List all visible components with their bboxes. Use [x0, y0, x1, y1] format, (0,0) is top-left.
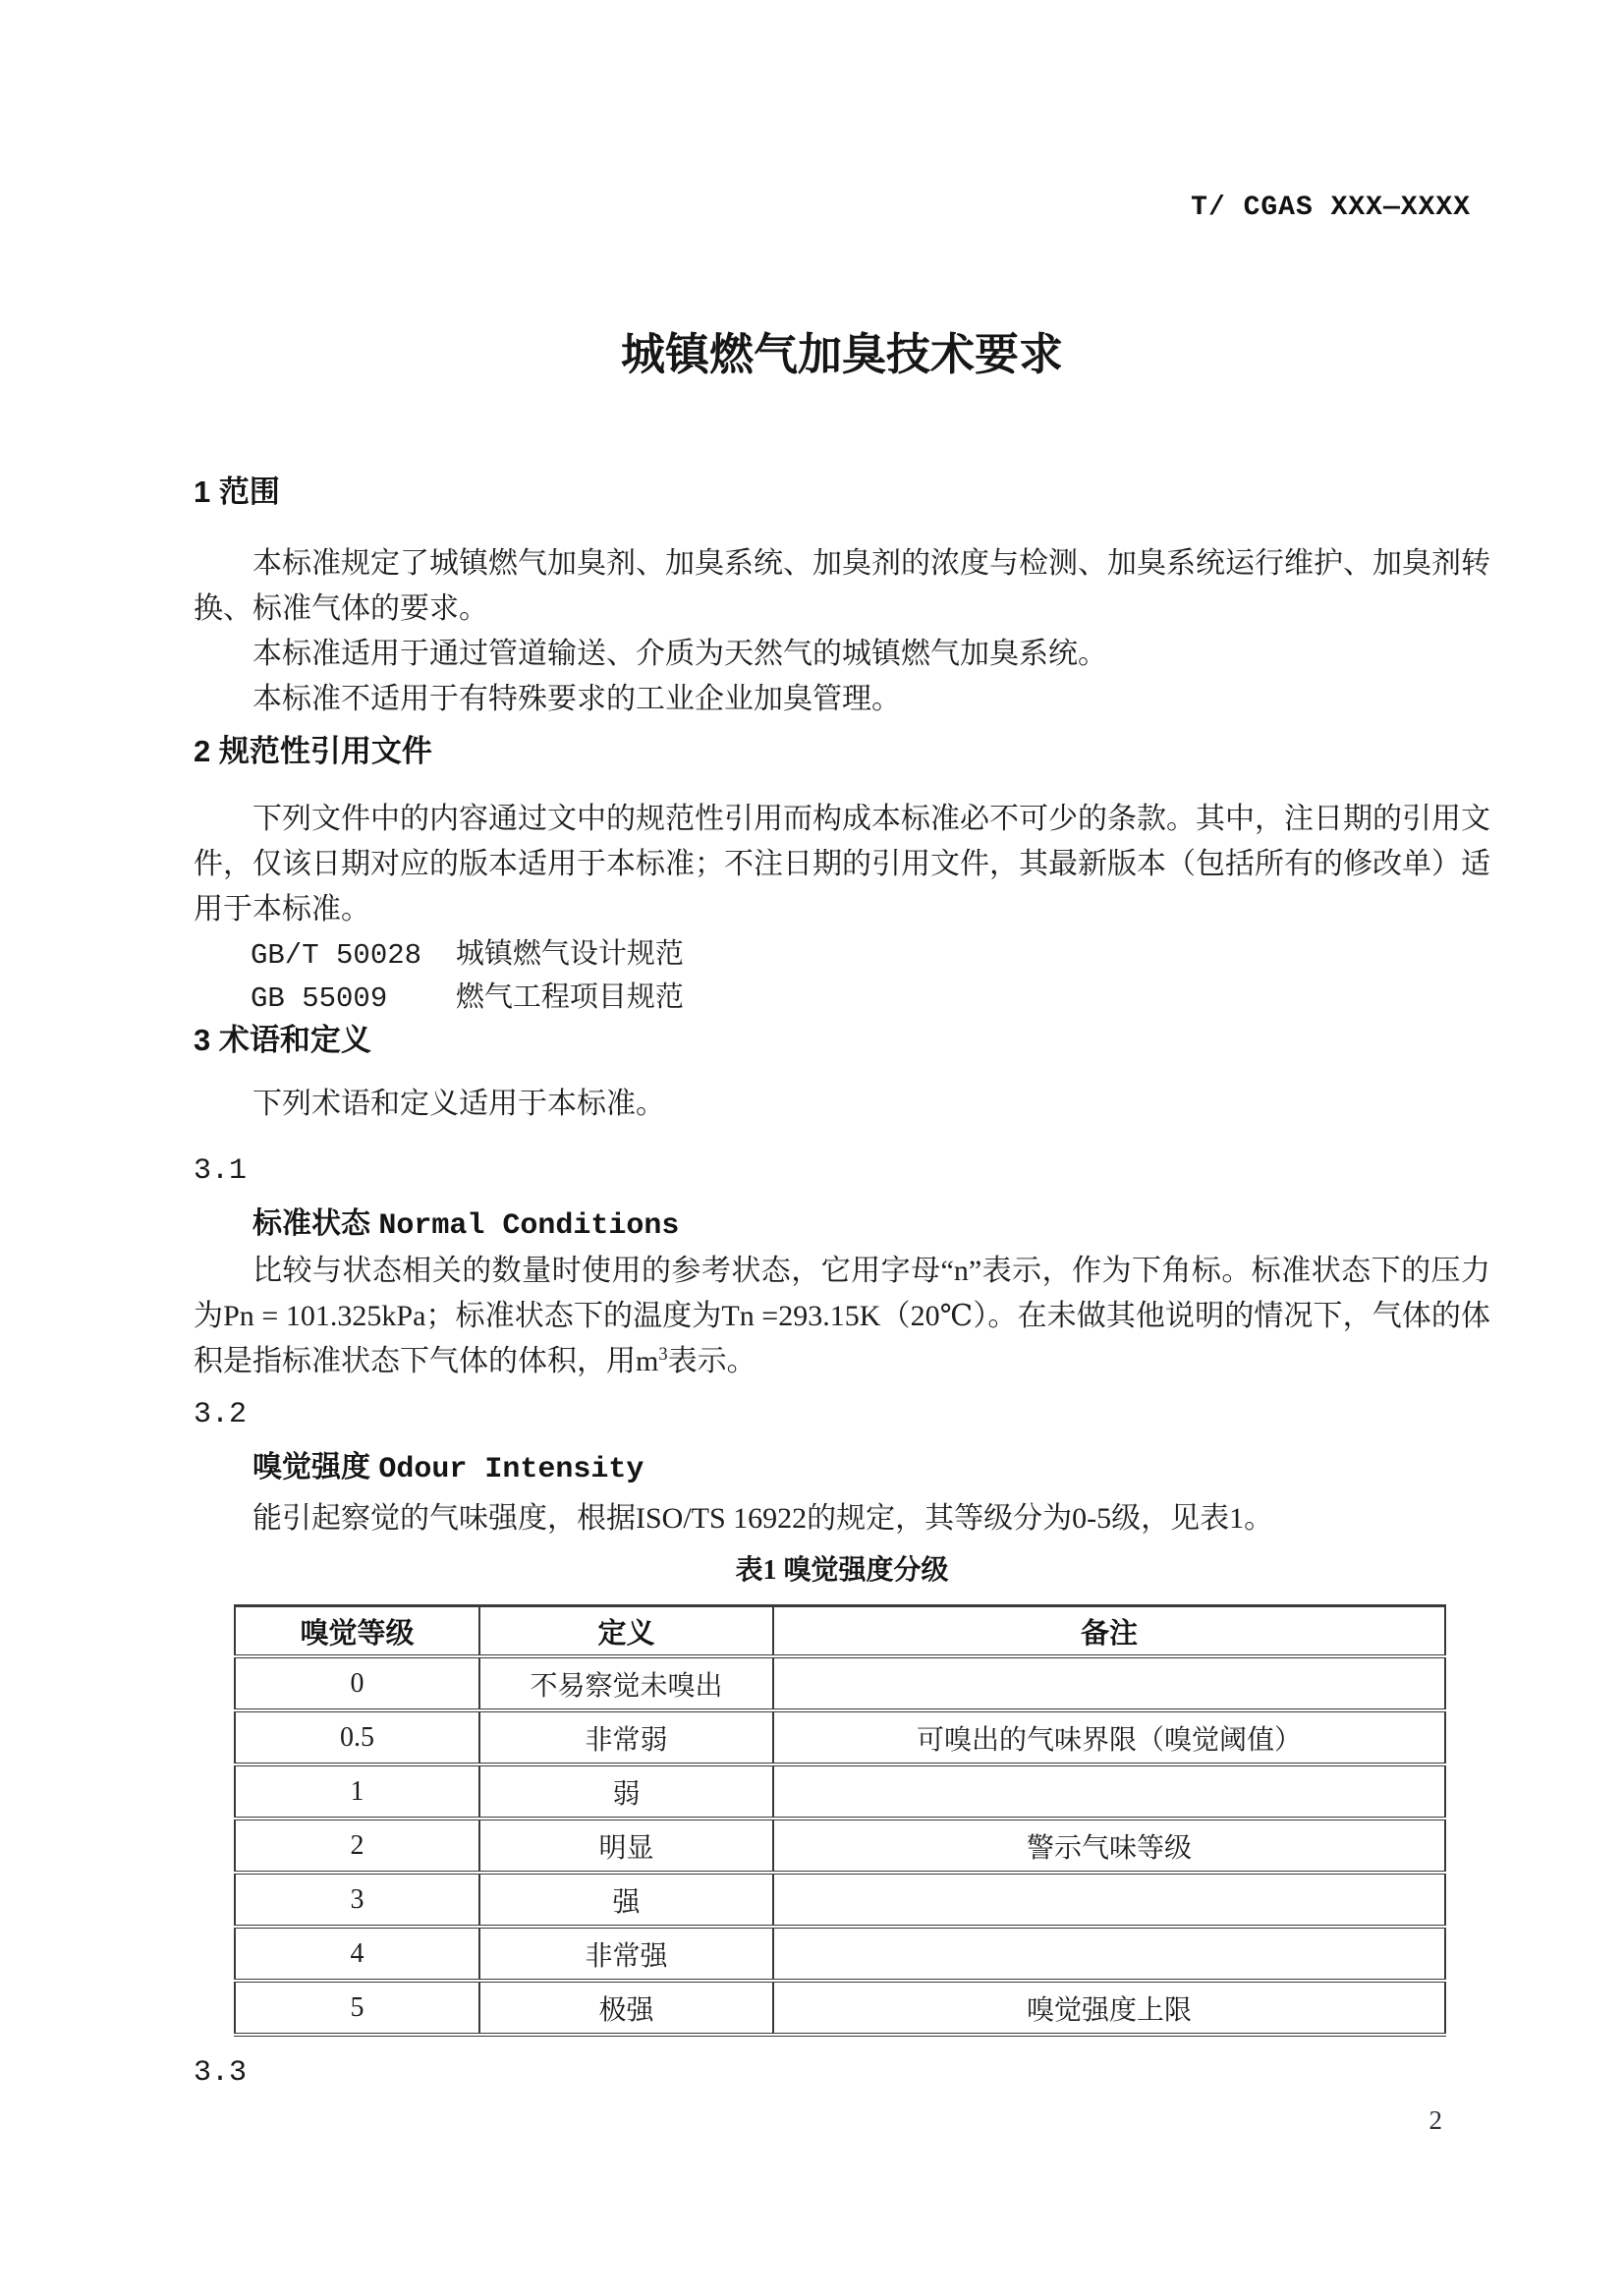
cell-level: 4	[235, 1927, 479, 1981]
section-3-heading: 3 术语和定义	[194, 1023, 371, 1057]
section-1-paragraph: 本标准适用于通过管道输送、介质为天然气的城镇燃气加臭系统。	[252, 638, 1107, 670]
section-2-paragraph: 下列文件中的内容通过文中的规范性引用而构成本标准必不可少的条款。其中，注日期的引用文件，仅该日期对应的版本适用于本标准；不注日期的引用文件，其最新版本（包括所有的修改单）适用于本标准。	[194, 803, 1490, 925]
page-number: 2	[1428, 2105, 1442, 2135]
page-header	[194, 0, 1490, 224]
table-row	[235, 1819, 1445, 1873]
reference-item: GB 55009 燃气工程项目规范	[251, 982, 684, 1015]
definition-text: 表示。	[667, 1345, 756, 1377]
cell-remark: 嗅觉强度上限	[773, 1981, 1445, 2035]
section-1-heading: 1 范围	[194, 475, 280, 509]
cell-level: 1	[235, 1764, 479, 1819]
cell-definition: 极强	[479, 1981, 773, 2035]
table-1-caption: 表1 嗅觉强度分级	[735, 1555, 949, 1586]
section-3-paragraph: 下列术语和定义适用于本标准。	[252, 1088, 665, 1120]
reference-item: GB/T 50028 城镇燃气设计规范	[251, 939, 684, 972]
superscript-3: 3	[658, 1344, 668, 1365]
term-title-en: Odour Intensity	[378, 1453, 644, 1486]
cell-definition: 非常弱	[479, 1710, 773, 1764]
cell-remark	[773, 1656, 1445, 1710]
cell-level: 0.5	[235, 1710, 479, 1764]
table-row	[235, 1656, 1445, 1710]
col-header-level: 嗅觉等级	[235, 1606, 479, 1657]
cell-definition: 弱	[479, 1764, 773, 1819]
odour-intensity-table	[234, 1604, 1446, 2037]
cell-remark	[773, 1873, 1445, 1927]
col-header-definition: 定义	[479, 1606, 773, 1657]
term-title-en: Normal Conditions	[378, 1209, 680, 1243]
cell-definition: 不易察觉未嗅出	[479, 1656, 773, 1710]
table-row	[235, 1927, 1445, 1981]
cell-remark: 警示气味等级	[773, 1819, 1445, 1873]
term-title-zh: 嗅觉强度	[252, 1451, 370, 1484]
term-definition-3-1	[194, 1249, 1490, 1384]
term-number-3-1: 3.1	[194, 1154, 248, 1188]
term-title-zh: 标准状态	[252, 1207, 370, 1240]
section-2-heading: 2 规范性引用文件	[194, 734, 432, 768]
table-header-row	[235, 1606, 1445, 1657]
table-row	[235, 1710, 1445, 1764]
document-title: 城镇燃气加臭技术要求	[620, 329, 1063, 379]
term-number-3-2: 3.2	[194, 1398, 248, 1431]
cell-definition: 强	[479, 1873, 773, 1927]
cell-remark: 可嗅出的气味界限（嗅觉阈值）	[773, 1710, 1445, 1764]
cell-remark	[773, 1927, 1445, 1981]
page-content	[194, 0, 1490, 2096]
cell-level: 0	[235, 1656, 479, 1710]
term-title-3-2	[194, 1445, 1490, 1492]
cell-definition: 明显	[479, 1819, 773, 1873]
cell-level: 2	[235, 1819, 479, 1873]
table-row	[235, 1873, 1445, 1927]
section-1-paragraph: 本标准规定了城镇燃气加臭剂、加臭系统、加臭剂的浓度与检测、加臭系统运行维护、加臭剂转换、标准气体的要求。	[194, 547, 1490, 625]
standard-code: T/ CGAS XXX—XXXX	[1191, 193, 1471, 223]
table-row	[235, 1764, 1445, 1819]
cell-level: 5	[235, 1981, 479, 2035]
table-row	[235, 1981, 1445, 2035]
definition-text: 比较与状态相关的数量时使用的参考状态，它用字母“n”表示，作为下角标。标准状态下的压力为Pn = 101.325kPa；标准状态下的温度为Tn =293.15K（20℃）。在未做其他说明的情况下，气体的体积是指标准状态下气体的体积，用m	[194, 1255, 1490, 1377]
col-header-remark: 备注	[773, 1606, 1445, 1657]
cell-remark	[773, 1764, 1445, 1819]
cell-level: 3	[235, 1873, 479, 1927]
term-definition-3-2: 能引起察觉的气味强度，根据ISO/TS 16922的规定，其等级分为0-5级，见表1。	[252, 1502, 1274, 1535]
section-1-paragraph: 本标准不适用于有特殊要求的工业企业加臭管理。	[252, 683, 901, 715]
term-number-3-3: 3.3	[194, 2056, 248, 2090]
cell-definition: 非常强	[479, 1927, 773, 1981]
term-title-3-1	[194, 1202, 1490, 1249]
